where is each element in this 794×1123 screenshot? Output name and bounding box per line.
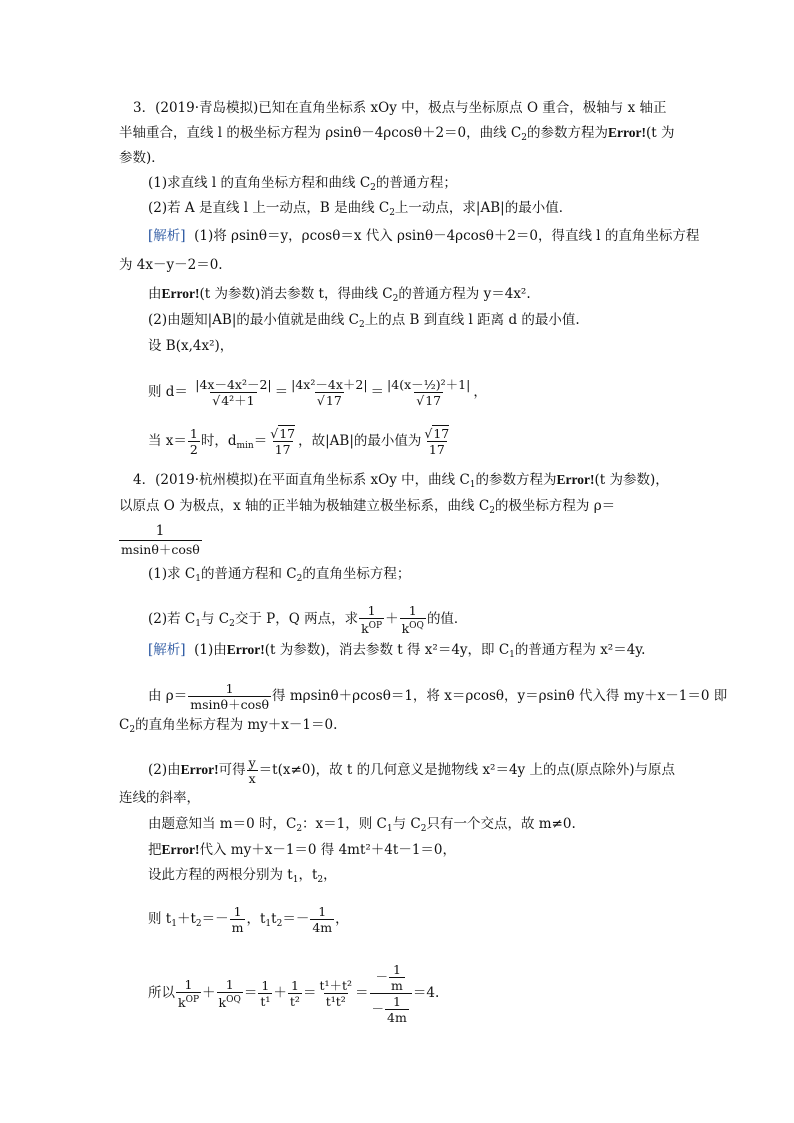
p4-answer-line6: 由题意知当 m＝0 时，$C_2$：x＝1，则 $C_1$与 $C_2$只有一个交点，故 m≠0. [148, 816, 576, 834]
p4-line2: 以原点 O 为极点，x 轴的正半轴为极轴建立极坐标系，曲线 $C_2$的极坐标方程为 ρ＝ [119, 498, 616, 516]
p4-answer-line1: [解析] (1)由Error!(t 为参数)，消去参数 t 得 x²＝4y，即 $C_1$的普通方程为 x²＝4y. [148, 642, 646, 660]
p3-answer-line1: [解析] (1)将 ρsinθ＝y，ρcosθ＝x 代入 ρsinθ－4ρcosθ＋2＝0，得直线 l 的直角坐标方程 [148, 228, 700, 244]
p3-line1: 3．(2019·青岛模拟)已知在直角坐标系 xOy 中，极点与坐标原点 O 重合，极轴与 x 轴正 [133, 100, 667, 116]
p4-answer-line4: (2)由Error!可得 $\frac{y}{x}$ ＝t(x≠0)，故 t 的几何意义是抛物线 x²＝4y 上的点(原点除外)与原点 [148, 755, 676, 786]
p4-question2: (2)若 $C_1$与 $C_2$交于 P，Q 两点，求 $\frac{1}{k^{OP}}$ ＋ $\frac{1}{k^{OQ}}$ 的值． [148, 603, 468, 636]
solution-tag: [解析] [148, 228, 186, 244]
p3-answer-line3: 由Error!(t 为参数)消去参数 t，得曲线 $C_2$的普通方程为 y＝4x². [148, 286, 531, 304]
p4-answer-line5: 连线的斜率， [119, 790, 200, 806]
p3-line2: 半轴重合，直线 l 的极坐标方程为 ρsinθ－4ρcosθ＋2＝0，曲线 $C_2$的参数方程为Error!(t 为 [119, 125, 675, 143]
p3-answer-line2: 为 4x－y－2＝0. [119, 257, 223, 273]
p3-distance-formula: 则 d＝ $\frac{\text{|4x－4x²－2|}}{\text{√4²＋1}}$ ＝ $\frac{\text{|4x²－4x＋2|}}{√17}$ ＝ $\frac{\text{|4(x－½)²＋1|}}{√17}$ ， [148, 377, 487, 408]
p4-question1: (1)求 $C_1$的普通方程和 $C_2$的直角坐标方程； [148, 566, 411, 584]
p4-polar-fraction-numerator: 1 [155, 523, 165, 539]
p3-answer-line5: 设 B(x,4x²)， [148, 338, 234, 354]
p3-question2: (2)若 A 是直线 l 上一动点，B 是曲线 $C_2$上一动点，求|AB|的最小值． [148, 200, 573, 218]
p3-question1: (1)求直线 l 的直角坐标方程和曲线 $C_2$的普通方程； [148, 175, 457, 193]
p4-answer-line8: 设此方程的两根分别为 $t_1$，$t_2$， [148, 867, 337, 885]
p3-answer-line4: (2)由题知|AB|的最小值就是曲线 $C_2$上的点 B 到直线 l 距离 d 的最小值. [148, 312, 580, 330]
p4-line1: 4．(2019·杭州模拟)在平面直角坐标系 xOy 中，曲线 $C_1$的参数方程为Error!(t 为参数)， [133, 472, 669, 490]
p4-polar-fraction-denominator: msinθ＋cosθ [121, 542, 200, 557]
p3-line3: 参数)． [119, 150, 165, 166]
p4-answer-line2: 由 ρ＝ $\frac{1}{msin\theta+\cos\theta}$ 得 mρsinθ＋ρcosθ＝1，将 x＝ρcosθ，y＝ρsinθ 代入得 my＋x－1＝0 即 [148, 681, 728, 712]
p3-min-value: 当 x＝ $\frac{1}{2}$ 时，$d_{min}=$ $\frac{√17}{17}$ ，故|AB|的最小值为 $\frac{√17}{17}$ [148, 426, 450, 457]
p4-answer-line7: 把Error!代入 my＋x－1＝0 得 4mt²＋4t－1＝0， [148, 842, 456, 858]
p4-answer-line3: $C_2$的直角坐标方程为 my＋x－1＝0. [119, 717, 338, 735]
p4-final-result: 所以 $\frac{1}{k^{OP}}$ ＋ $\frac{1}{k^{OQ}}$ ＝ $\frac{1}{\text{t¹}}$ ＋ $\frac{1}{\text{t²}}$ ＝ $\frac{\text{t¹＋t²}}{\text{t¹t²}}$ ＝ － $\frac{1}{m}$ － $\frac{1}{4m}$ ＝4. [148, 962, 440, 1025]
p4-vieta: 则 $t_1+t_2=-$ $\frac{1}{m}$ ，$t_1t_2=-$ $\frac{1}{4m}$ ， [148, 904, 349, 935]
